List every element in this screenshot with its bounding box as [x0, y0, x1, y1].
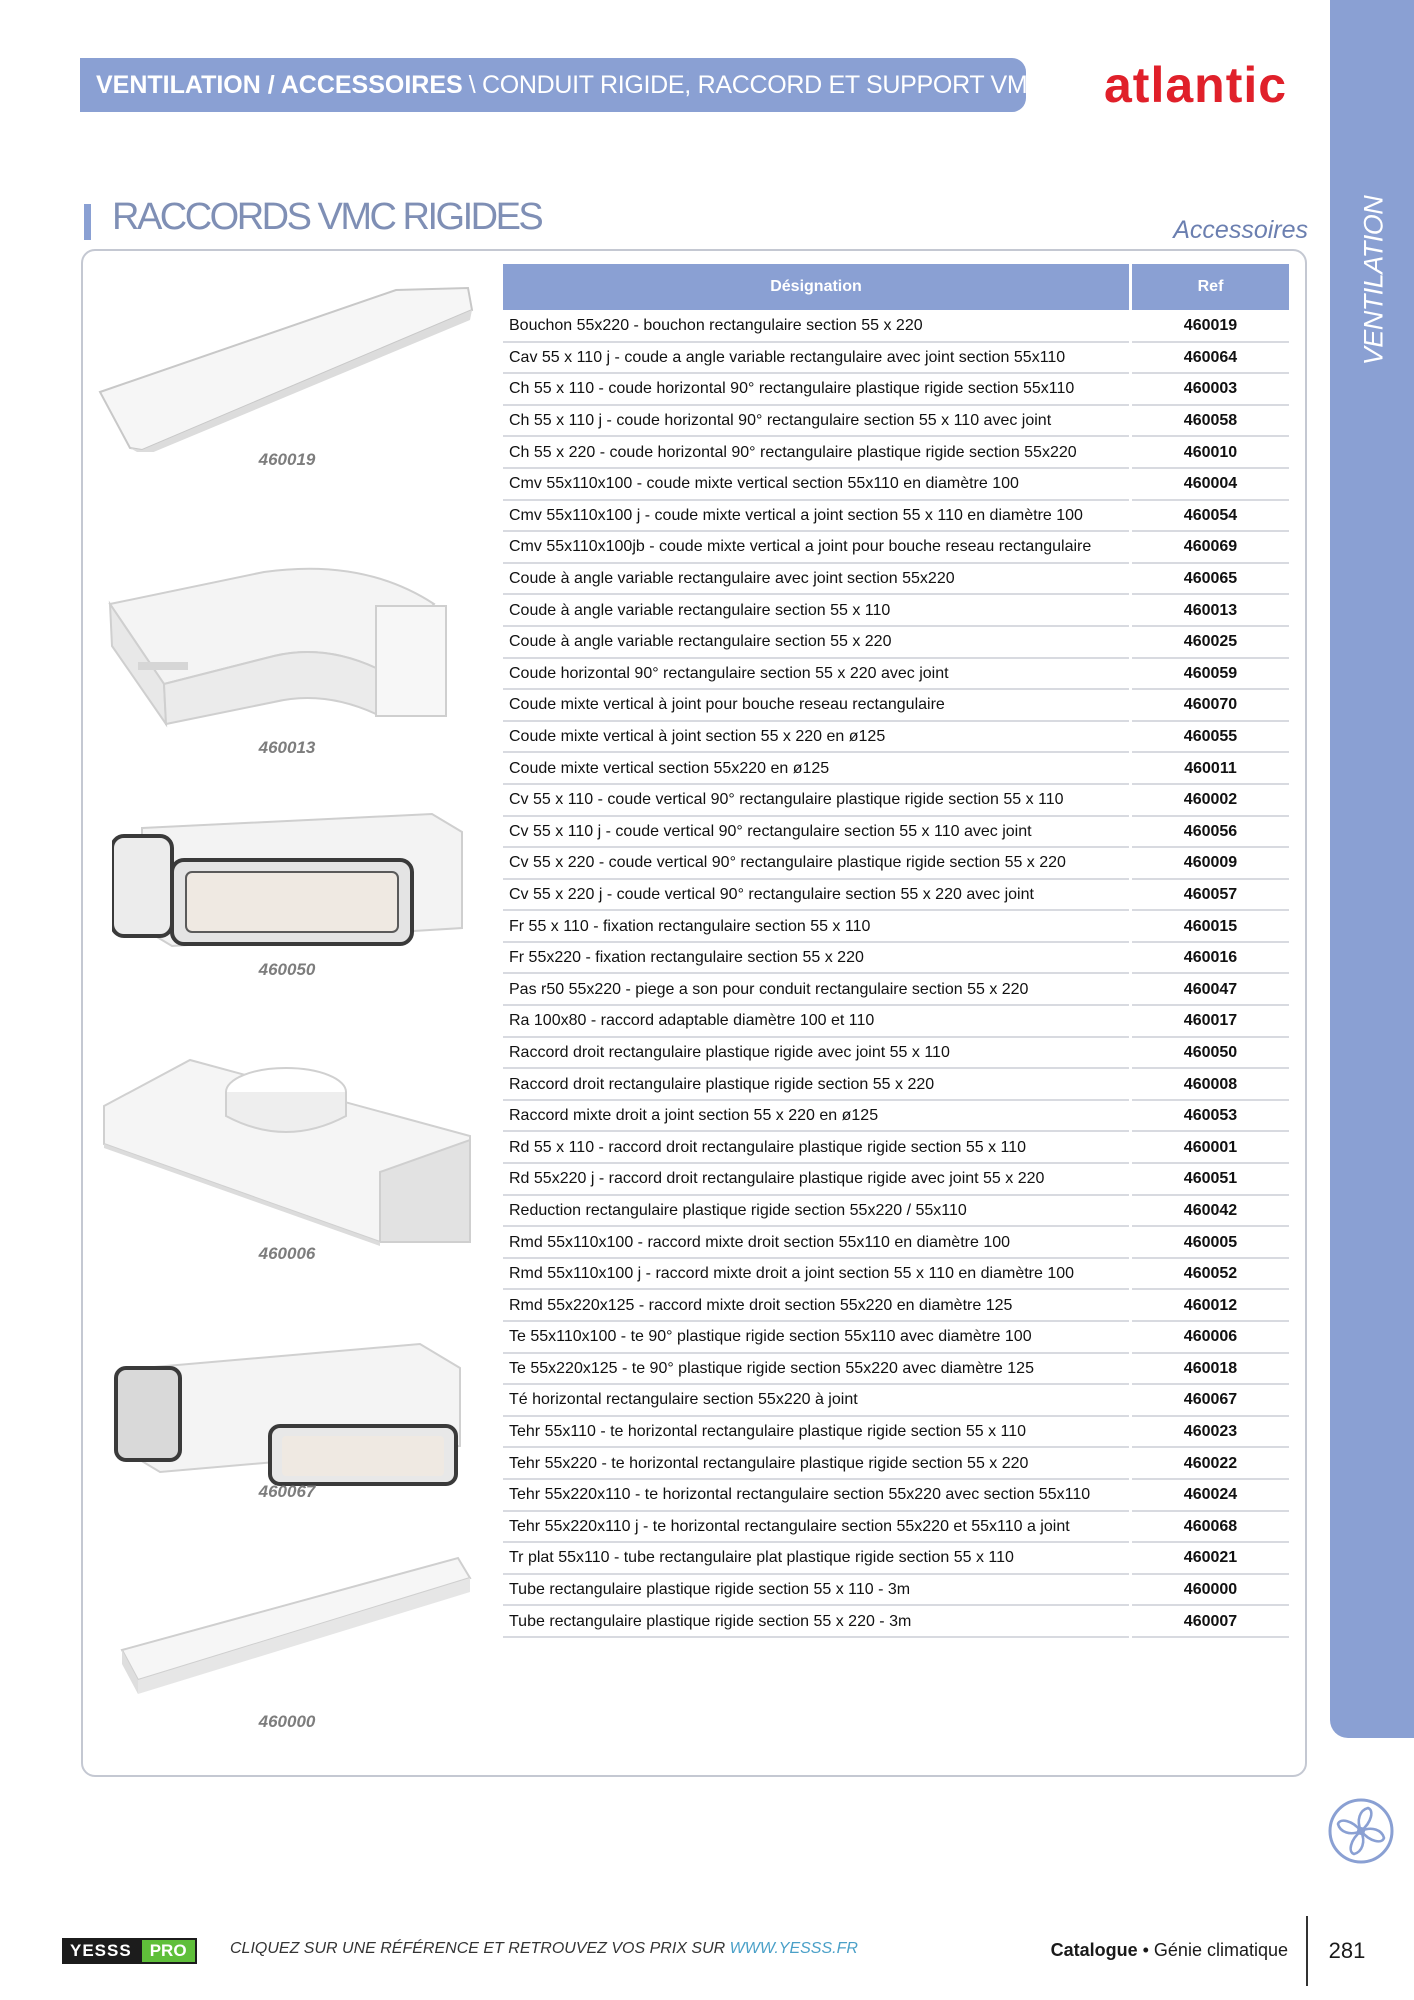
table-row	[503, 1542, 1289, 1574]
table-row	[503, 1574, 1289, 1606]
designation-cell: Cmv 55x110x100jb - coude mixte vertical a joint pour bouche reseau rectangulaire	[503, 531, 1131, 563]
category-banner	[80, 58, 1046, 112]
ref-link[interactable]: 460011	[1131, 752, 1290, 784]
fan-icon	[1326, 1796, 1396, 1866]
table-row	[503, 910, 1289, 942]
designation-cell: Rd 55x220 j - raccord droit rectangulaire plastique rigide avec joint 55 x 220	[503, 1163, 1131, 1195]
brand-logo: atlantic	[1104, 57, 1288, 113]
ref-link[interactable]: 460065	[1131, 563, 1290, 595]
ref-link[interactable]: 460024	[1131, 1479, 1290, 1511]
footer-cta-text: CLIQUEZ SUR UNE RÉFÉRENCE ET RETROUVEZ VOS PRIX SUR	[230, 1940, 730, 1957]
ref-link[interactable]: 460012	[1131, 1289, 1290, 1321]
logo-part-yesss: YESSS	[62, 1938, 140, 1964]
designation-cell: Tehr 55x110 - te horizontal rectangulaire plastique rigide section 55 x 110	[503, 1416, 1131, 1448]
ref-link[interactable]: 460042	[1131, 1195, 1290, 1227]
product-ref-label[interactable]: 460013	[258, 738, 316, 757]
table-row	[503, 1163, 1289, 1195]
designation-cell: Cv 55 x 220 - coude vertical 90° rectangulaire plastique rigide section 55 x 220	[503, 847, 1131, 879]
table-row	[503, 1289, 1289, 1321]
designation-cell: Cv 55 x 220 j - coude vertical 90° rectangulaire section 55 x 220 avec joint	[503, 879, 1131, 911]
ref-link[interactable]: 460004	[1131, 468, 1290, 500]
ref-link[interactable]: 460064	[1131, 342, 1290, 374]
designation-cell: Cmv 55x110x100 - coude mixte vertical section 55x110 en diamètre 100	[503, 468, 1131, 500]
table-row	[503, 373, 1289, 405]
ref-link[interactable]: 460000	[1131, 1574, 1290, 1606]
footer-bullet: •	[1137, 1940, 1154, 1960]
ref-link[interactable]: 460017	[1131, 1005, 1290, 1037]
table-row	[503, 752, 1289, 784]
designation-cell: Rmd 55x110x100 j - raccord mixte droit a joint section 55 x 110 en diamètre 100	[503, 1258, 1131, 1290]
designation-cell: Cv 55 x 110 j - coude vertical 90° rectangulaire section 55 x 110 avec joint	[503, 816, 1131, 848]
product-ref-label[interactable]: 460050	[258, 960, 316, 979]
ref-link[interactable]: 460058	[1131, 405, 1290, 437]
ref-link[interactable]: 460055	[1131, 721, 1290, 753]
ref-link[interactable]: 460010	[1131, 436, 1290, 468]
table-row	[503, 1037, 1289, 1069]
ref-link[interactable]: 460047	[1131, 973, 1290, 1005]
table-row	[503, 1100, 1289, 1132]
section-title: RACCORDS VMC RIGIDES	[112, 196, 542, 238]
product-image-coude-angle[interactable]	[104, 564, 484, 734]
ref-link[interactable]: 460051	[1131, 1163, 1290, 1195]
ref-link[interactable]: 460021	[1131, 1542, 1290, 1574]
designation-cell: Coude à angle variable rectangulaire section 55 x 220	[503, 626, 1131, 658]
ref-link[interactable]: 460068	[1131, 1511, 1290, 1543]
page-number: 281	[1328, 1938, 1366, 1963]
designation-cell: Coude à angle variable rectangulaire section 55 x 110	[503, 594, 1131, 626]
product-image-tube[interactable]	[118, 1554, 478, 1696]
table-row	[503, 531, 1289, 563]
ref-link[interactable]: 460067	[1131, 1384, 1290, 1416]
designation-cell: Rmd 55x110x100 - raccord mixte droit section 55x110 en diamètre 100	[503, 1226, 1131, 1258]
designation-cell: Ch 55 x 110 j - coude horizontal 90° rectangulaire section 55 x 110 avec joint	[503, 405, 1131, 437]
table-row	[503, 563, 1289, 595]
table-row	[503, 1195, 1289, 1227]
designation-cell: Reduction rectangulaire plastique rigide section 55x220 / 55x110	[503, 1195, 1131, 1227]
designation-cell: Coude mixte vertical à joint pour bouche reseau rectangulaire	[503, 689, 1131, 721]
table-row	[503, 594, 1289, 626]
ref-link[interactable]: 460023	[1131, 1416, 1290, 1448]
designation-cell: Tehr 55x220x110 - te horizontal rectangulaire section 55x220 avec section 55x110	[503, 1479, 1131, 1511]
ref-link[interactable]: 460019	[1131, 310, 1290, 342]
ref-link[interactable]: 460022	[1131, 1447, 1290, 1479]
table-row	[503, 1226, 1289, 1258]
designation-cell: Coude mixte vertical section 55x220 en ø125	[503, 752, 1131, 784]
designation-cell: Tr plat 55x110 - tube rectangulaire plat plastique rigide section 55 x 110	[503, 1542, 1131, 1574]
title-accent-bar	[84, 204, 91, 240]
table-row	[503, 973, 1289, 1005]
designation-cell: Raccord droit rectangulaire plastique rigide section 55 x 220	[503, 1068, 1131, 1100]
designation-cell: Tube rectangulaire plastique rigide section 55 x 110 - 3m	[503, 1574, 1131, 1606]
table-row	[503, 847, 1289, 879]
logo-part-pro: PRO	[140, 1938, 197, 1964]
table-row	[503, 1447, 1289, 1479]
designation-cell: Te 55x110x100 - te 90° plastique rigide section 55x110 avec diamètre 100	[503, 1321, 1131, 1353]
product-ref-label[interactable]: 460067	[258, 1482, 316, 1501]
designation-cell: Coude à angle variable rectangulaire avec joint section 55x220	[503, 563, 1131, 595]
designation-cell: Ch 55 x 220 - coude horizontal 90° rectangulaire plastique rigide section 55x220	[503, 436, 1131, 468]
ref-link[interactable]: 460007	[1131, 1605, 1290, 1637]
designation-cell: Ch 55 x 110 - coude horizontal 90° rectangulaire plastique rigide section 55x110	[503, 373, 1131, 405]
column-header-designation: Désignation	[503, 264, 1131, 310]
ref-link[interactable]: 460009	[1131, 847, 1290, 879]
table-row	[503, 1353, 1289, 1385]
product-image-te-horizontal[interactable]	[110, 1334, 470, 1486]
designation-cell: Rmd 55x220x125 - raccord mixte droit section 55x220 en diamètre 125	[503, 1289, 1131, 1321]
table-row	[503, 1258, 1289, 1290]
designation-cell: Coude mixte vertical à joint section 55 x 220 en ø125	[503, 721, 1131, 753]
footer-divider	[1306, 1916, 1308, 1986]
yesss-pro-logo[interactable]	[62, 1938, 197, 1964]
designation-cell: Fr 55 x 110 - fixation rectangulaire section 55 x 110	[503, 910, 1131, 942]
designation-cell: Fr 55x220 - fixation rectangulaire section 55 x 220	[503, 942, 1131, 974]
table-row	[503, 1605, 1289, 1637]
table-row	[503, 1321, 1289, 1353]
designation-cell: Tube rectangulaire plastique rigide section 55 x 220 - 3m	[503, 1605, 1131, 1637]
ref-link[interactable]: 460059	[1131, 658, 1290, 690]
table-row	[503, 1479, 1289, 1511]
ref-link[interactable]: 460001	[1131, 1131, 1290, 1163]
designation-cell: Raccord droit rectangulaire plastique rigide avec joint 55 x 110	[503, 1037, 1131, 1069]
table-row	[503, 1068, 1289, 1100]
designation-cell: Rd 55 x 110 - raccord droit rectangulaire plastique rigide section 55 x 110	[503, 1131, 1131, 1163]
table-row	[503, 436, 1289, 468]
table-row	[503, 500, 1289, 532]
table-row	[503, 879, 1289, 911]
table-row	[503, 1005, 1289, 1037]
designation-cell: Bouchon 55x220 - bouchon rectangulaire section 55 x 220	[503, 310, 1131, 342]
footer-catalogue	[1000, 1940, 1288, 1961]
side-tab-label-wrap	[1354, 195, 1394, 365]
table-row	[503, 1131, 1289, 1163]
table-row	[503, 342, 1289, 374]
table-row	[503, 721, 1289, 753]
designation-cell: Coude horizontal 90° rectangulaire section 55 x 220 avec joint	[503, 658, 1131, 690]
side-tab-label: VENTILATION	[1358, 195, 1389, 365]
ref-link[interactable]: 460018	[1131, 1353, 1290, 1385]
footer-cta	[230, 1940, 858, 1958]
product-table	[503, 264, 1289, 1638]
ref-link[interactable]: 460002	[1131, 784, 1290, 816]
ref-link[interactable]: 460005	[1131, 1226, 1290, 1258]
category-secondary: \ CONDUIT RIGIDE, RACCORD ET SUPPORT VMC	[468, 70, 1046, 99]
product-image-bouchon[interactable]	[96, 282, 476, 452]
designation-cell: Te 55x220x125 - te 90° plastique rigide section 55x220 avec diamètre 125	[503, 1353, 1131, 1385]
ref-link[interactable]: 460025	[1131, 626, 1290, 658]
ref-link[interactable]: 460070	[1131, 689, 1290, 721]
table-row	[503, 405, 1289, 437]
designation-cell: Cav 55 x 110 j - coude a angle variable rectangulaire avec joint section 55x110	[503, 342, 1131, 374]
column-header-ref: Ref	[1131, 264, 1290, 310]
ref-link[interactable]: 460003	[1131, 373, 1290, 405]
ref-link[interactable]: 460015	[1131, 910, 1290, 942]
table-row	[503, 784, 1289, 816]
ref-link[interactable]: 460008	[1131, 1068, 1290, 1100]
table-row	[503, 816, 1289, 848]
product-image-raccord-droit[interactable]	[112, 806, 472, 956]
product-ref-label[interactable]: 460019	[258, 450, 316, 469]
category-primary: VENTILATION / ACCESSOIRES	[96, 70, 463, 99]
product-ref-label[interactable]: 460006	[258, 1244, 316, 1263]
designation-cell: Tehr 55x220x110 j - te horizontal rectangulaire section 55x220 et 55x110 a joint	[503, 1511, 1131, 1543]
ref-link[interactable]: 460016	[1131, 942, 1290, 974]
table-row	[503, 626, 1289, 658]
ref-link[interactable]: 460057	[1131, 879, 1290, 911]
table-header-row	[503, 264, 1289, 310]
ref-link[interactable]: 460056	[1131, 816, 1290, 848]
designation-cell: Cmv 55x110x100 j - coude mixte vertical a joint section 55 x 110 en diamètre 100	[503, 500, 1131, 532]
ref-link[interactable]: 460006	[1131, 1321, 1290, 1353]
ref-link[interactable]: 460069	[1131, 531, 1290, 563]
table-row	[503, 1384, 1289, 1416]
ref-link[interactable]: 460013	[1131, 594, 1290, 626]
designation-cell: Ra 100x80 - raccord adaptable diamètre 100 et 110	[503, 1005, 1131, 1037]
ref-link[interactable]: 460053	[1131, 1100, 1290, 1132]
designation-cell: Pas r50 55x220 - piege a son pour conduit rectangulaire section 55 x 220	[503, 973, 1131, 1005]
table-row	[503, 468, 1289, 500]
footer-subject: Génie climatique	[1153, 1940, 1288, 1960]
footer-catalogue-label: Catalogue	[1050, 1940, 1138, 1960]
table-row	[503, 310, 1289, 342]
section-category: Accessoires	[1173, 216, 1308, 244]
table-row	[503, 1416, 1289, 1448]
table-row	[503, 658, 1289, 690]
product-image-te[interactable]	[100, 1052, 480, 1248]
designation-cell: Tehr 55x220 - te horizontal rectangulaire plastique rigide section 55 x 220	[503, 1447, 1131, 1479]
designation-cell: Té horizontal rectangulaire section 55x220 à joint	[503, 1384, 1131, 1416]
designation-cell: Raccord mixte droit a joint section 55 x 220 en ø125	[503, 1100, 1131, 1132]
footer-cta-link[interactable]: WWW.YESSS.FR	[729, 1940, 858, 1957]
product-ref-label[interactable]: 460000	[258, 1712, 316, 1731]
table-row	[503, 1511, 1289, 1543]
ref-link[interactable]: 460050	[1131, 1037, 1290, 1069]
table-row	[503, 689, 1289, 721]
designation-cell: Cv 55 x 110 - coude vertical 90° rectangulaire plastique rigide section 55 x 110	[503, 784, 1131, 816]
ref-link[interactable]: 460052	[1131, 1258, 1290, 1290]
ref-link[interactable]: 460054	[1131, 500, 1290, 532]
table-row	[503, 942, 1289, 974]
